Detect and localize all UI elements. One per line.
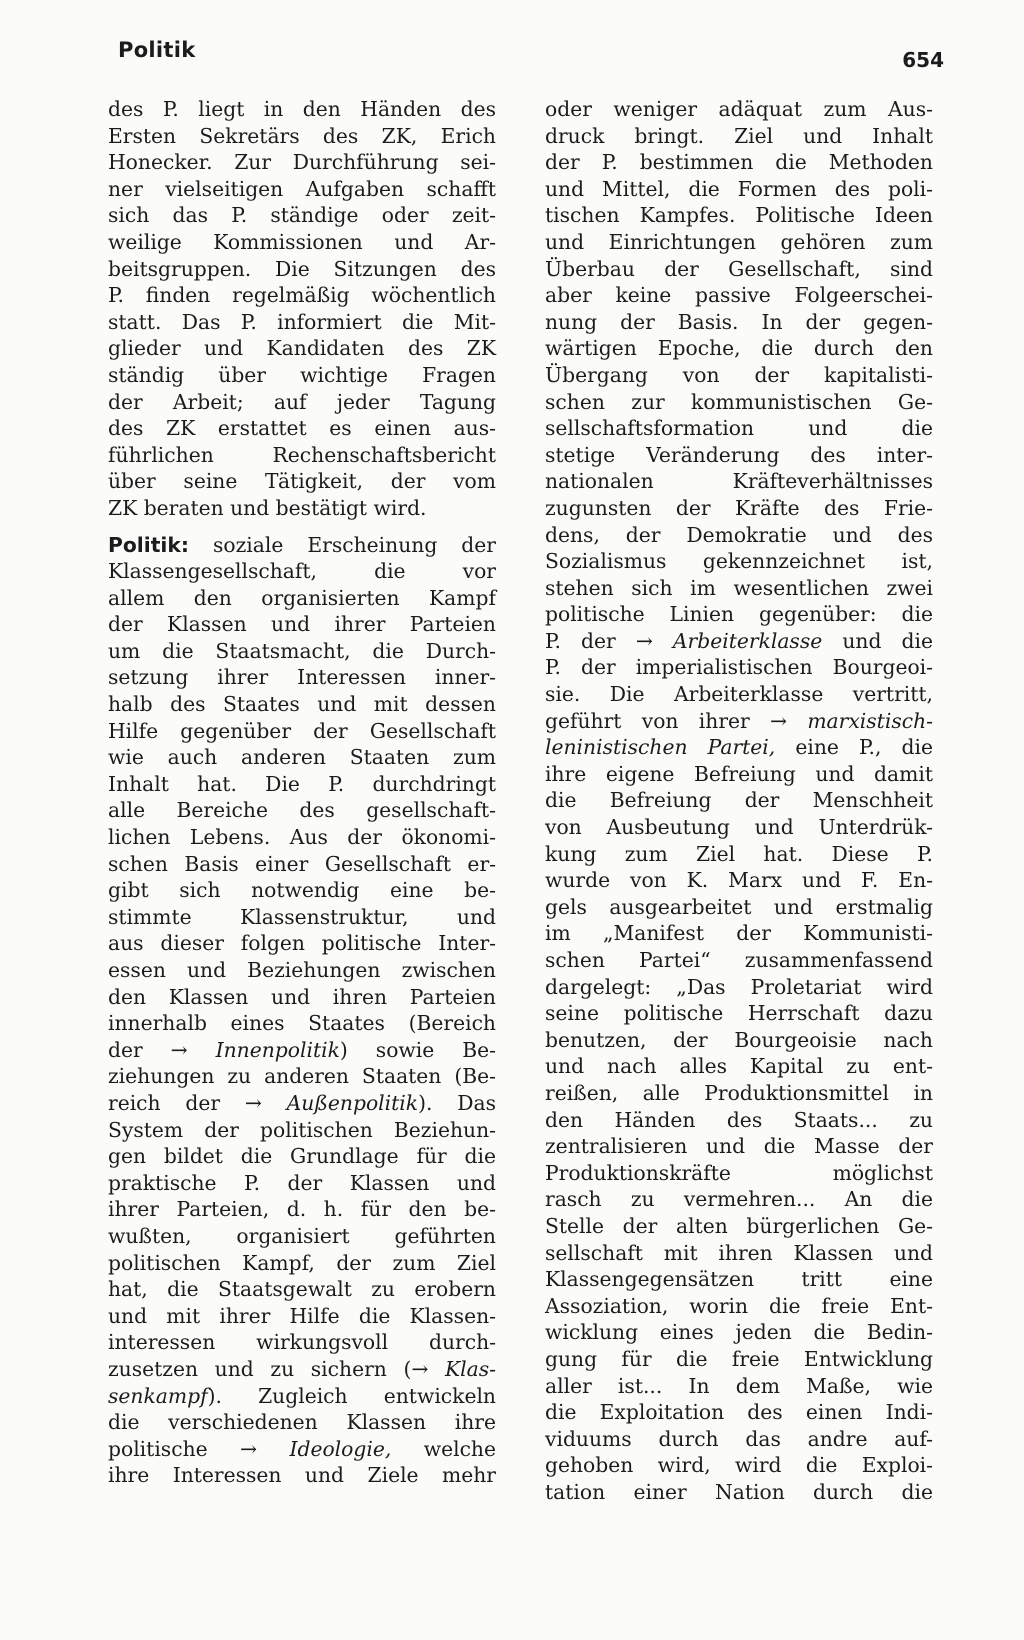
text-line — [545, 894, 933, 921]
text-line — [545, 335, 933, 362]
text-line — [545, 1213, 933, 1240]
text-line — [545, 1426, 933, 1453]
cross-reference: Innenpolitik — [215, 1037, 340, 1062]
text-run: sellschaftsformation und die — [545, 416, 933, 441]
text-line — [545, 761, 933, 788]
text-line — [108, 282, 496, 309]
text-line — [108, 877, 496, 904]
page-number: 654 — [902, 48, 944, 72]
text-run: dargelegt: „Das Proletariat wird — [545, 974, 933, 999]
text-line — [545, 1027, 933, 1054]
text-run: tation einer Nation durch die — [545, 1479, 933, 1504]
text-run: kung zum Ziel hat. Diese P. — [545, 841, 933, 866]
text-run: essen und Beziehungen zwischen — [108, 958, 496, 982]
left-column — [108, 96, 496, 1489]
text-run: die Exploitation des einen Indi- — [545, 1400, 933, 1425]
text-run: eine P., die — [775, 735, 933, 760]
text-line — [545, 787, 933, 814]
text-run: Übergang von der kapitalisti- — [545, 362, 933, 387]
text-line — [545, 1107, 933, 1134]
text-line — [545, 867, 933, 894]
text-line — [108, 1063, 496, 1090]
text-run: dens, der Demokratie und des — [545, 522, 933, 547]
text-run: über seine Tätigkeit, der vom — [108, 469, 496, 494]
text-line — [545, 1240, 933, 1267]
text-run: tischen Kampfes. Politische Ideen — [545, 203, 933, 228]
text-line — [108, 1409, 496, 1436]
text-run: viduums durch das andre auf- — [545, 1426, 933, 1451]
text-line — [545, 149, 933, 176]
text-line — [545, 282, 933, 309]
running-head: Politik — [118, 38, 196, 62]
text-run: Ersten Sekretärs des ZK, Erich — [108, 123, 496, 148]
text-line — [545, 1399, 933, 1426]
text-run: Produktionskräfte möglichst — [545, 1160, 933, 1185]
text-line — [545, 123, 933, 150]
text-line — [545, 841, 933, 868]
text-run: oder weniger adäquat zum Aus- — [545, 97, 933, 121]
text-line — [545, 654, 933, 681]
text-line — [108, 96, 496, 123]
text-line — [108, 1143, 496, 1170]
text-run: Assoziation, worin die freie Ent- — [545, 1293, 933, 1318]
text-run: nung der Basis. In der gegen- — [545, 309, 933, 334]
text-run: zusetzen und zu sichern (→ — [108, 1356, 445, 1381]
text-line — [108, 176, 496, 203]
text-run: wurde von K. Marx und F. En- — [545, 868, 933, 893]
text-run: der P. bestimmen die Methoden — [545, 150, 933, 175]
text-run: im „Manifest der Kommunisti- — [545, 921, 933, 946]
text-run: politische → — [108, 1436, 290, 1461]
text-line — [545, 1053, 933, 1080]
text-run: reich der → — [108, 1090, 287, 1115]
text-run: schen Basis einer Gesellschaft er- — [108, 851, 496, 876]
text-line — [545, 1133, 933, 1160]
text-run: P. der → — [545, 628, 673, 653]
text-run: ner vielseitigen Aufgaben schafft — [108, 176, 496, 201]
text-run: gibt sich notwendig eine be- — [108, 878, 496, 903]
text-run: allem den organisierten Kampf — [108, 585, 496, 610]
text-line — [108, 611, 496, 638]
text-run: der Klassen und ihrer Parteien — [108, 612, 496, 637]
cross-reference: marxistisch- — [807, 708, 933, 733]
entry-headword: Politik: — [108, 532, 189, 557]
text-run: stimmte Klassenstruktur, und — [108, 904, 496, 929]
text-run: alle Bereiche des gesellschaft- — [108, 798, 496, 823]
text-line — [108, 1250, 496, 1277]
text-run: politischen Kampf, der zum Ziel — [108, 1250, 496, 1275]
text-run: stetige Veränderung des inter- — [545, 442, 933, 467]
text-run: sie. Die Arbeiterklasse vertritt, — [545, 682, 933, 707]
text-line — [545, 176, 933, 203]
text-run: Stelle der alten bürgerlichen Ge- — [545, 1213, 933, 1238]
text-run: praktische P. der Klassen und — [108, 1170, 496, 1195]
text-run: druck bringt. Ziel und Inhalt — [545, 123, 933, 148]
text-run: benutzen, der Bourgeoisie nach — [545, 1027, 933, 1052]
text-line — [545, 309, 933, 336]
text-line — [545, 1373, 933, 1400]
text-run: zentralisieren und die Masse der — [545, 1134, 933, 1159]
text-run: Klassengesellschaft, die vor — [108, 559, 496, 584]
text-line — [545, 920, 933, 947]
text-run: Überbau der Gesellschaft, sind — [545, 256, 933, 281]
text-run: soziale Erscheinung der — [188, 532, 496, 557]
text-run: Hilfe gegenüber der Gesellschaft — [108, 718, 496, 743]
text-run: ihre eigene Befreiung und damit — [545, 761, 933, 786]
text-line — [545, 1479, 933, 1506]
text-line — [108, 202, 496, 229]
text-run: und nach alles Kapital zu ent- — [545, 1054, 933, 1079]
text-line — [108, 1010, 496, 1037]
text-line — [545, 734, 933, 761]
text-line — [108, 1223, 496, 1250]
text-line — [545, 1319, 933, 1346]
text-line — [545, 575, 933, 602]
text-run: ziehungen zu anderen Staaten (Be- — [108, 1064, 496, 1089]
text-line — [545, 1293, 933, 1320]
text-run: ständig über wichtige Fragen — [108, 362, 496, 387]
text-line — [545, 522, 933, 549]
text-line — [108, 1383, 496, 1410]
cross-reference: Ideologie, — [289, 1436, 392, 1461]
right-column — [545, 96, 933, 1505]
text-run: ihrer Parteien, d. h. für den be- — [108, 1197, 496, 1222]
text-run: Honecker. Zur Durchführung sei- — [108, 150, 496, 175]
text-run: ihre Interessen und Ziele mehr — [108, 1463, 496, 1488]
text-line — [108, 149, 496, 176]
text-line — [108, 1303, 496, 1330]
text-line — [545, 548, 933, 575]
text-run: sellschaft mit ihren Klassen und — [545, 1240, 933, 1265]
text-run: statt. Das P. informiert die Mit- — [108, 309, 496, 334]
text-run: rasch zu vermehren... An die — [545, 1187, 933, 1212]
text-line — [545, 1346, 933, 1373]
text-line — [108, 957, 496, 984]
text-line — [108, 495, 496, 522]
text-run: den Klassen und ihren Parteien — [108, 984, 496, 1009]
text-line — [108, 585, 496, 612]
text-run: den Händen des Staats... zu — [545, 1107, 933, 1132]
text-run: führlichen Rechenschaftsbericht — [108, 442, 496, 467]
text-line — [108, 664, 496, 691]
text-line — [108, 930, 496, 957]
text-line — [545, 256, 933, 283]
text-line — [545, 1186, 933, 1213]
text-line — [545, 681, 933, 708]
text-run: beitsgruppen. Die Sitzungen des — [108, 256, 496, 281]
text-line — [108, 851, 496, 878]
text-run: hat, die Staatsgewalt zu erobern — [108, 1277, 496, 1302]
text-run: halb des Staates und mit dessen — [108, 692, 496, 717]
text-line — [108, 256, 496, 283]
text-run: und Mittel, die Formen des poli- — [545, 176, 933, 201]
text-line — [108, 415, 496, 442]
text-line — [108, 638, 496, 665]
text-line — [108, 389, 496, 416]
text-line — [545, 601, 933, 628]
text-line — [545, 947, 933, 974]
text-run: reißen, alle Produktionsmittel in — [545, 1080, 933, 1105]
text-run: schen Partei“ zusammenfassend — [545, 948, 933, 972]
text-run: wärtigen Epoche, die durch den — [545, 336, 933, 361]
text-line — [545, 1452, 933, 1479]
text-run: weilige Kommissionen und Ar- — [108, 229, 496, 254]
text-line — [108, 309, 496, 336]
text-run: gehoben wird, wird die Exploi- — [545, 1453, 933, 1478]
text-line — [108, 797, 496, 824]
text-run: politische Linien gegenüber: die — [545, 602, 933, 627]
text-line — [108, 744, 496, 771]
text-run: P. der imperialistischen Bourgeoi- — [545, 655, 933, 680]
cross-reference: Klas- — [445, 1356, 496, 1381]
text-line — [108, 229, 496, 256]
text-run: Inhalt hat. Die P. durchdringt — [108, 771, 496, 796]
text-line — [545, 1080, 933, 1107]
text-line — [545, 708, 933, 735]
text-line — [545, 415, 933, 442]
cross-reference: leninistischen Partei, — [545, 735, 776, 760]
text-line — [108, 1276, 496, 1303]
text-line — [545, 389, 933, 416]
cross-reference: Außenpolitik — [286, 1090, 419, 1115]
text-run: ) sowie Be- — [339, 1037, 496, 1062]
text-run: der Arbeit; auf jeder Tagung — [108, 389, 496, 414]
cross-reference: Arbeiterklasse — [672, 628, 823, 653]
text-line — [108, 1356, 496, 1383]
text-run: stehen sich im wesentlichen zwei — [545, 575, 933, 600]
text-run: zugunsten der Kräfte des Frie- — [545, 495, 933, 520]
text-line — [108, 1117, 496, 1144]
text-run: und die — [822, 628, 933, 653]
text-line — [545, 202, 933, 229]
text-line — [108, 771, 496, 798]
text-run: von Ausbeutung und Unterdrük- — [545, 815, 933, 840]
text-run: der → — [108, 1037, 216, 1062]
text-line — [108, 335, 496, 362]
text-line — [108, 1436, 496, 1463]
text-line — [545, 974, 933, 1001]
text-line — [108, 1462, 496, 1489]
text-run: gung für die freie Entwicklung — [545, 1346, 933, 1371]
text-line — [108, 904, 496, 931]
text-line — [108, 1037, 496, 1064]
text-run: interessen wirkungsvoll durch- — [108, 1330, 496, 1355]
text-run: lichen Lebens. Aus der ökonomi- — [108, 825, 496, 850]
text-line — [108, 824, 496, 851]
text-run: um die Staatsmacht, die Durch- — [108, 638, 496, 663]
text-line — [545, 495, 933, 522]
text-line — [108, 691, 496, 718]
text-run: aus dieser folgen politische Inter- — [108, 931, 496, 956]
text-line — [108, 442, 496, 469]
text-line — [545, 96, 933, 123]
text-line — [108, 1090, 496, 1117]
text-run: welche — [391, 1436, 496, 1461]
text-run: ZK beraten und bestätigt wird. — [108, 495, 427, 520]
text-run: System der politischen Beziehun- — [108, 1117, 496, 1142]
text-line — [108, 1196, 496, 1223]
text-line — [108, 123, 496, 150]
text-line — [108, 1329, 496, 1356]
text-run: des ZK erstattet es einen aus- — [108, 416, 496, 441]
text-line — [545, 468, 933, 495]
text-line — [108, 558, 496, 585]
text-run: innerhalb eines Staates (Bereich — [108, 1011, 496, 1036]
text-run: seine politische Herrschaft dazu — [545, 1001, 933, 1026]
text-run: ). Zugleich entwickeln — [207, 1383, 496, 1408]
text-run: Klassengegensätzen tritt eine — [545, 1267, 933, 1292]
text-run: wicklung eines jeden die Bedin- — [545, 1320, 933, 1345]
text-line — [108, 718, 496, 745]
text-run: P. finden regelmäßig wöchentlich — [108, 283, 496, 308]
text-line — [545, 628, 933, 655]
text-line — [108, 984, 496, 1011]
text-run: wußten, organisiert geführten — [108, 1223, 496, 1248]
text-line — [545, 229, 933, 256]
text-run: Sozialismus gekennzeichnet ist, — [545, 549, 933, 574]
text-line — [545, 1160, 933, 1187]
text-run: aber keine passive Folgeerschei- — [545, 283, 933, 308]
text-run: des P. liegt in den Händen des — [108, 97, 496, 121]
text-line — [545, 362, 933, 389]
text-run: gen bildet die Grundlage für die — [108, 1144, 496, 1169]
text-run: ). Das — [418, 1090, 496, 1115]
text-run: setzung ihrer Interessen inner- — [108, 665, 496, 690]
text-run: die Befreiung der Menschheit — [545, 788, 933, 813]
text-line — [545, 1266, 933, 1293]
text-line — [108, 1170, 496, 1197]
text-run: sich das P. ständige oder zeit- — [108, 203, 496, 228]
text-run: glieder und Kandidaten des ZK — [108, 336, 496, 361]
text-run: aller ist... In dem Maße, wie — [545, 1373, 933, 1398]
text-run: und mit ihrer Hilfe die Klassen- — [108, 1303, 496, 1328]
text-run: schen zur kommunistischen Ge- — [545, 389, 933, 414]
text-line — [108, 468, 496, 495]
cross-reference: senkampf — [108, 1383, 208, 1408]
text-line — [545, 442, 933, 469]
text-line — [108, 532, 496, 559]
text-run: und Einrichtungen gehören zum — [545, 229, 933, 254]
text-run: nationalen Kräfteverhältnisses — [545, 469, 933, 494]
text-run: gels ausgearbeitet und erstmalig — [545, 894, 933, 919]
text-run: die verschiedenen Klassen ihre — [108, 1410, 496, 1435]
text-run: geführt von ihrer → — [545, 708, 808, 733]
text-run: wie auch anderen Staaten zum — [108, 745, 496, 770]
text-line — [545, 814, 933, 841]
text-line — [108, 362, 496, 389]
text-line — [545, 1000, 933, 1027]
